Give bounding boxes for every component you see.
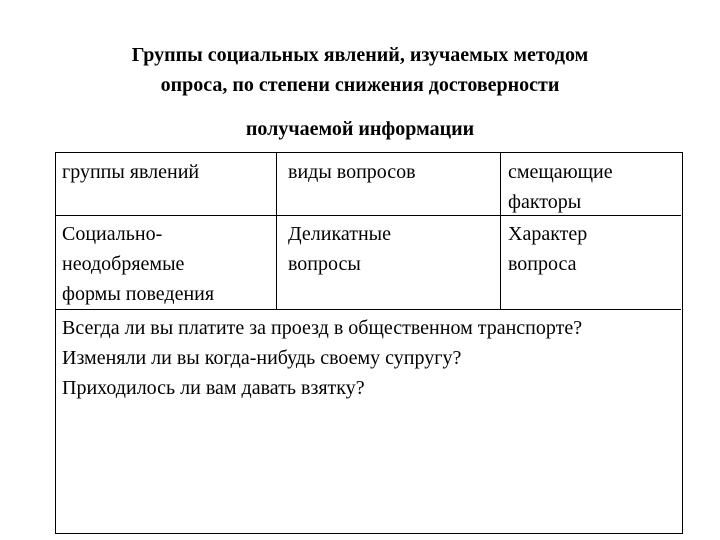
phenomena-table: [55, 152, 683, 534]
cell-phenomenon-group: Социально- неодобряемые формы поведения: [62, 223, 215, 305]
header-cell-groups: группы явлений: [62, 161, 200, 183]
column-divider-2: [500, 153, 501, 309]
example-question-2: Изменяли ли вы когда-нибудь своему супругу?: [62, 347, 462, 369]
slide-title: [60, 40, 660, 100]
title-line-2: опроса, по степени снижения достоверности: [160, 74, 560, 96]
cell-question-type: Деликатные вопросы: [288, 223, 391, 275]
header-cell-bias-factors: смещающие факторы: [508, 161, 613, 213]
column-divider-1: [276, 153, 277, 309]
example-question-1: Всегда ли вы платите за проезд в общественном транспорте?: [62, 317, 583, 339]
data-row-divider: [56, 309, 681, 310]
example-questions: [62, 313, 672, 403]
example-question-3: Приходилось ли вам давать взятку?: [62, 377, 365, 399]
title-line-1: Группы социальных явлений, изучаемых методом: [131, 44, 589, 66]
title-line-3: получаемой информации: [245, 118, 475, 140]
header-cell-question-types: виды вопросов: [288, 161, 416, 183]
cell-bias-factor: Характер вопроса: [508, 223, 588, 275]
